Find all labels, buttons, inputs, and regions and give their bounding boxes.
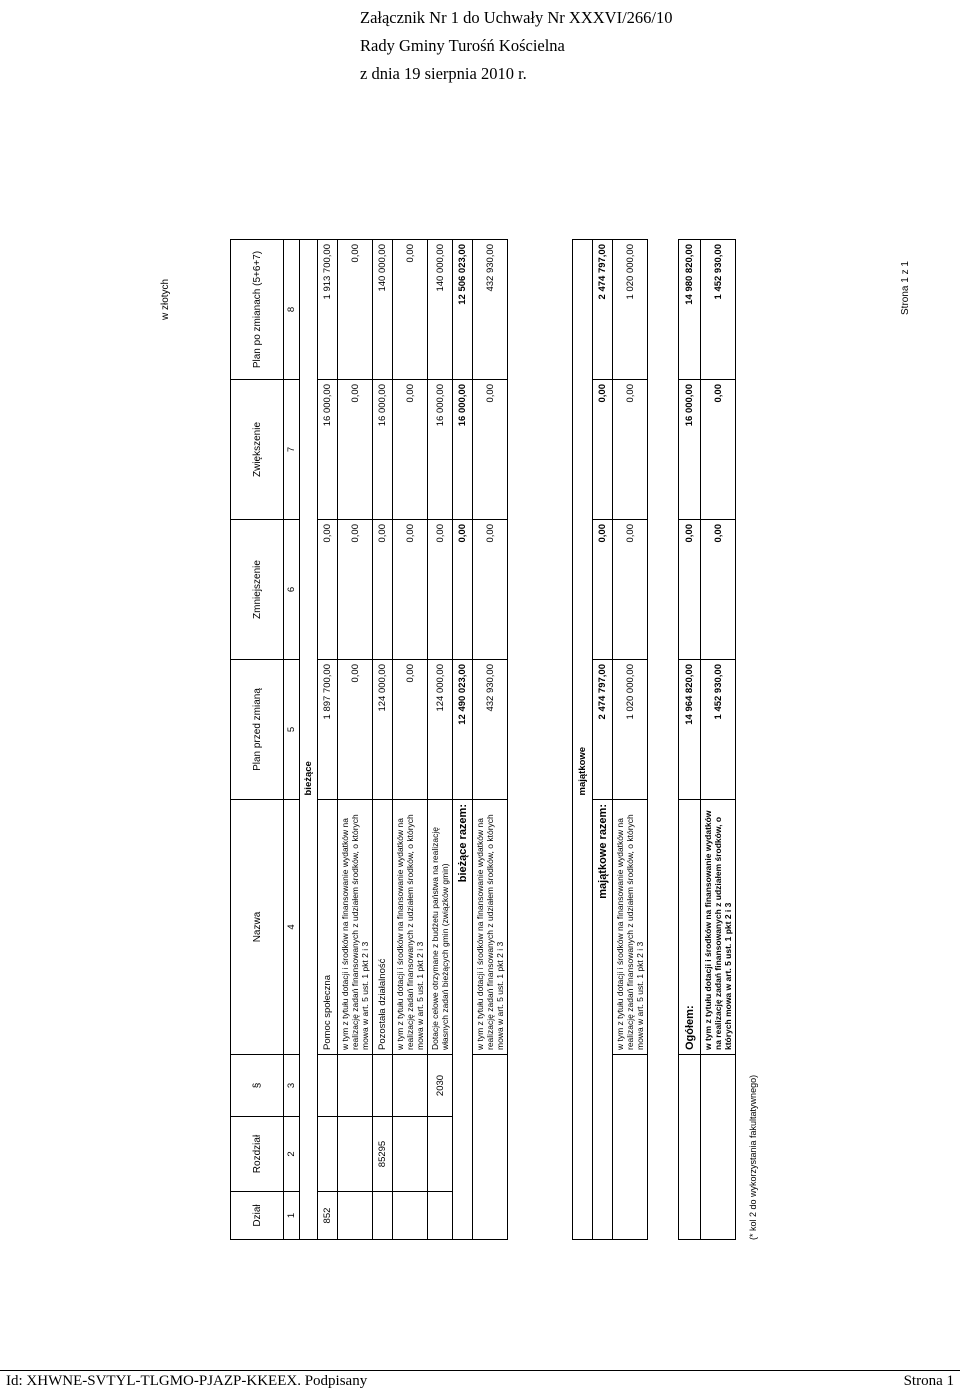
cell-paragraf [338, 1055, 373, 1117]
total-label: Ogółem: [679, 800, 701, 1055]
cell-plan-po: 12 506 023,00 [453, 240, 473, 380]
colnum: 3 [284, 1055, 300, 1117]
col-rozdzial: Rozdział [231, 1117, 284, 1192]
cell-rozdzial [428, 1117, 453, 1192]
cell-nazwa: w tym z tytułu dotacji i środków na finansowanie wydatków na realizację zadań finansowanych z udziałem środków, o których mowa w art. 5 ust. 1 pkt 2 i 3 [338, 800, 373, 1055]
cell-zmniejszenie: 0,00 [373, 520, 393, 660]
cell-zmniejszenie: 0,00 [338, 520, 373, 660]
colnum: 1 [284, 1192, 300, 1240]
col-paragraf: § [231, 1055, 284, 1117]
total-label: bieżące razem: [453, 800, 473, 1240]
cell-plan-przed: 1 020 000,00 [613, 660, 648, 800]
cell-rozdzial [393, 1117, 428, 1192]
cell-zmniejszenie: 0,00 [453, 520, 473, 660]
cell-zmniejszenie: 0,00 [393, 520, 428, 660]
cell-plan-przed: 1 897 700,00 [318, 660, 338, 800]
cell-rozdzial: 85295 [373, 1117, 393, 1192]
col-nazwa: Nazwa [231, 800, 284, 1055]
cell-zmniejszenie: 0,00 [318, 520, 338, 660]
column-number-row [284, 240, 300, 1240]
cell-nazwa: Dotacje celowe otrzymane z budżetu państwa na realizację własnych zadań bieżących gmin (związków gmin) [428, 800, 453, 1055]
cell-zwiekszenie: 0,00 [393, 380, 428, 520]
header-line-2: Rady Gminy Turośń Kościelna [360, 36, 565, 55]
header-line-3: z dnia 19 sierpnia 2010 r. [360, 64, 527, 83]
colnum: 7 [284, 380, 300, 520]
cell-zwiekszenie: 0,00 [593, 380, 613, 520]
cell-zwiekszenie: 0,00 [701, 380, 736, 520]
cell-paragraf [393, 1055, 428, 1117]
cell-plan-przed: 1 452 930,00 [701, 660, 736, 800]
sub-row-biezace [473, 240, 508, 1240]
total-row-majatkowe [593, 239, 613, 1239]
table-row [393, 240, 428, 1240]
footer-document-id: Id: XHWNE-SVTYL-TLGMO-PJAZP-KKEEX. Podpisany [6, 1373, 368, 1389]
cell-dzial [393, 1192, 428, 1240]
total-label: majątkowe razem: [593, 800, 613, 1240]
cell-zmniejszenie: 0,00 [473, 520, 508, 660]
cell-plan-przed: 124 000,00 [428, 660, 453, 800]
colnum: 6 [284, 520, 300, 660]
total-row-ogolem [679, 240, 701, 1240]
cell-nazwa: w tym z tytułu dotacji i środków na finansowanie wydatków na realizację zadań finansowanych z udziałem środków, o których mowa w art. 5 ust. 1 pkt 2 i 3 [393, 800, 428, 1055]
col-plan-po: Plan po zmianach (5+6+7) [231, 240, 284, 380]
cell-plan-po: 140 000,00 [373, 240, 393, 380]
colnum: 4 [284, 800, 300, 1055]
footnote: (* kol 2 do wykorzystania fakultatywnego) [748, 1074, 758, 1240]
cell-nazwa: w tym z tytułu dotacji i środków na finansowanie wydatków na realizację zadań finansowanych z udziałem środków, o których mowa w art. 5 ust. 1 pkt 2 i 3 [473, 800, 508, 1055]
cell-zmniejszenie: 0,00 [428, 520, 453, 660]
cell-nazwa: Pomoc społeczna [318, 800, 338, 1055]
section-row-majatkowe [573, 239, 593, 1239]
cell-zwiekszenie: 0,00 [338, 380, 373, 520]
cell-plan-po: 2 474 797,00 [593, 239, 613, 379]
col-plan-przed: Plan przed zmianą [231, 660, 284, 800]
cell-zmniejszenie: 0,00 [613, 520, 648, 660]
cell-plan-przed: 0,00 [338, 660, 373, 800]
total-row-biezace [453, 240, 473, 1240]
document-header [360, 4, 760, 88]
cell-zwiekszenie: 16 000,00 [453, 380, 473, 520]
cell-dzial: 852 [318, 1192, 338, 1240]
table-row [428, 240, 453, 1240]
cell-dzial [428, 1192, 453, 1240]
cell-plan-po: 0,00 [338, 240, 373, 380]
budget-table-ogolem [678, 239, 736, 1240]
cell-dzial [373, 1192, 393, 1240]
cell-plan-po: 1 913 700,00 [318, 240, 338, 380]
colnum: 2 [284, 1117, 300, 1192]
page-counter: Strona 1 z 1 [900, 261, 911, 315]
cell-zmniejszenie: 0,00 [701, 520, 736, 660]
col-dzial: Dział [231, 1192, 284, 1240]
cell-plan-po: 1 020 000,00 [613, 239, 648, 379]
colnum: 8 [284, 240, 300, 380]
page-footer [0, 1373, 960, 1393]
unit-label: w złotych [160, 278, 171, 320]
cell-plan-przed: 2 474 797,00 [593, 660, 613, 800]
col-zwiekszenie: Zwiększenie [231, 380, 284, 520]
cell-paragraf [373, 1055, 393, 1117]
cell-zwiekszenie: 16 000,00 [318, 380, 338, 520]
cell-plan-po: 432 930,00 [473, 240, 508, 380]
footer-divider [0, 1370, 960, 1371]
cell-plan-przed: 0,00 [393, 660, 428, 800]
cell-paragraf: 2030 [428, 1055, 453, 1117]
colnum: 5 [284, 660, 300, 800]
cell-plan-po: 1 452 930,00 [701, 240, 736, 380]
col-zmniejszenie: Zmniejszenie [231, 520, 284, 660]
cell-nazwa: w tym z tytułu dotacji i środków na finansowanie wydatków na realizację zadań finansowanych z udziałem środków, o których mowa w art. 5 ust. 1 pkt 2 i 3 [613, 800, 648, 1055]
cell-plan-przed: 14 964 820,00 [679, 660, 701, 800]
rotated-budget-table-area [160, 240, 911, 1240]
cell-zmniejszenie: 0,00 [679, 520, 701, 660]
cell-zmniejszenie: 0,00 [593, 520, 613, 660]
budget-table-biezace [230, 239, 508, 1240]
cell-zwiekszenie: 0,00 [473, 380, 508, 520]
column-header-row [231, 240, 284, 1240]
cell-zwiekszenie: 0,00 [613, 380, 648, 520]
cell-rozdzial [318, 1117, 338, 1192]
cell-nazwa: w tym z tytułu dotacji i środków na finansowanie wydatków na realizację zadań finansowanych z udziałem środków, o których mowa w art. 5 ust. 1 pkt 2 i 3 [701, 800, 736, 1055]
cell-plan-przed: 124 000,00 [373, 660, 393, 800]
table-row [373, 240, 393, 1240]
cell-rozdzial [338, 1117, 373, 1192]
cell-plan-po: 0,00 [393, 240, 428, 380]
section-row-biezace [300, 240, 318, 1240]
table-row [338, 240, 373, 1240]
cell-nazwa: Pozostała działalność [373, 800, 393, 1055]
cell-paragraf [318, 1055, 338, 1117]
cell-zwiekszenie: 16 000,00 [428, 380, 453, 520]
section-label-majatkowe: majątkowe [573, 239, 593, 799]
cell-plan-po: 140 000,00 [428, 240, 453, 380]
cell-zwiekszenie: 16 000,00 [373, 380, 393, 520]
cell-dzial [338, 1192, 373, 1240]
budget-table-majatkowe [572, 239, 648, 1240]
cell-zwiekszenie: 16 000,00 [679, 380, 701, 520]
cell-plan-po: 14 980 820,00 [679, 240, 701, 380]
section-label-biezace: bieżące [300, 240, 318, 800]
cell-plan-przed: 12 490 023,00 [453, 660, 473, 800]
table-row [318, 240, 338, 1240]
header-line-1: Załącznik Nr 1 do Uchwały Nr XXXVI/266/10 [360, 8, 673, 27]
footer-page-number: Strona 1 [903, 1373, 954, 1389]
sub-row-ogolem [701, 240, 736, 1240]
sub-row-majatkowe [613, 239, 648, 1239]
cell-plan-przed: 432 930,00 [473, 660, 508, 800]
